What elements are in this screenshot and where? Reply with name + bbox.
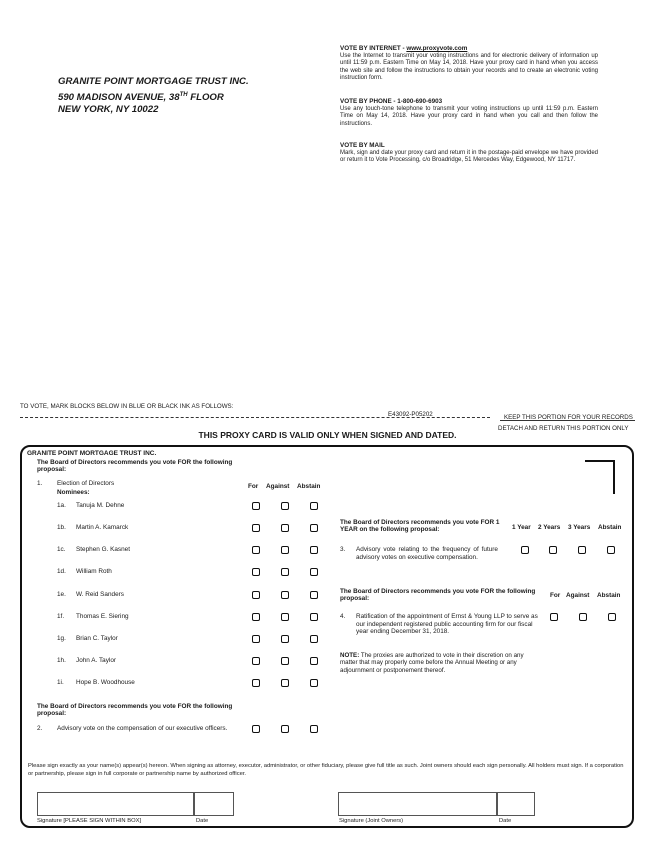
- note-label: NOTE:: [340, 652, 360, 659]
- nominee-name: Hope B. Woodhouse: [76, 679, 135, 686]
- abstain-checkbox[interactable]: [310, 546, 318, 554]
- joint-date-label: Date: [499, 818, 512, 824]
- date-box[interactable]: [194, 792, 234, 816]
- vote-phone-body: Use any touch-tone telephone to transmit your voting instructions up until 11:59 p.m. Eastern Time on May 14, 2018. Have your proxy card in hand when you call and then follow the instructions.: [340, 105, 598, 127]
- nominee-num: 1d.: [57, 568, 66, 575]
- nominees-label: Nominees:: [57, 489, 90, 496]
- nominee-name: Brian C. Taylor: [76, 635, 118, 642]
- col-for-p4: For: [550, 592, 561, 599]
- col-against: Against: [266, 483, 290, 490]
- signature-label: Signature [PLEASE SIGN WITHIN BOX]: [37, 818, 142, 824]
- against-checkbox[interactable]: [281, 591, 289, 599]
- keep-portion-label: KEEP THIS PORTION FOR YOUR RECORDS: [504, 414, 633, 421]
- for-checkbox[interactable]: [252, 591, 260, 599]
- p3-abstain-checkbox[interactable]: [607, 546, 615, 554]
- against-checkbox[interactable]: [281, 613, 289, 621]
- for-checkbox[interactable]: [252, 679, 260, 687]
- vote-internet-title-text: VOTE BY INTERNET -: [340, 45, 407, 52]
- p2-for-checkbox[interactable]: [252, 725, 260, 733]
- for-checkbox[interactable]: [252, 657, 260, 665]
- abstain-checkbox[interactable]: [310, 524, 318, 532]
- sign-instructions: Please sign exactly as your name(s) appear(s) hereon. When signing as attorney, executor, administrator, or other fiduciary, please give full title as such. Joint owners should each sign personally. All holders must sign. If a corporation or partnership, please sign in full corporate or partnership name by authorized officer.: [28, 763, 624, 777]
- vote-phone-title: VOTE BY PHONE - 1-800-690-6903: [340, 98, 443, 105]
- nominee-num: 1e.: [57, 591, 66, 598]
- vote-mail-section: [340, 142, 598, 165]
- board-rec-2: The Board of Directors recommends you vote FOR the following proposal:: [37, 703, 233, 718]
- proposal4-text: Ratification of the appointment of Ernst & Young LLP to serve as our independent registered public accounting firm for our fiscal year ending December 31, 2018.: [356, 613, 538, 636]
- nominee-name: Stephen G. Kasnet: [76, 546, 131, 553]
- against-checkbox[interactable]: [281, 524, 289, 532]
- against-checkbox[interactable]: [281, 546, 289, 554]
- against-checkbox[interactable]: [281, 657, 289, 665]
- address-street: [58, 89, 249, 105]
- nominee-num: 1i.: [57, 679, 64, 686]
- detach-dashed-line: [20, 417, 490, 418]
- col-abstain-freq: Abstain: [598, 524, 622, 531]
- vote-mail-body: Mark, sign and date your proxy card and return it in the postage-paid envelope we have provided or return it to Vote Processing, c/o Broadridge, 51 Mercedes Way, Edgewood, NY 11717.: [340, 149, 598, 164]
- board-rec-4: The Board of Directors recommends you vote FOR the following proposal:: [340, 588, 536, 603]
- vote-internet-title: [340, 45, 598, 53]
- p4-against-checkbox[interactable]: [579, 613, 587, 621]
- for-checkbox[interactable]: [252, 502, 260, 510]
- col-abstain: Abstain: [297, 483, 321, 490]
- proposal3-num: 3.: [340, 546, 346, 553]
- p4-abstain-checkbox[interactable]: [608, 613, 616, 621]
- col-against-p4: Against: [566, 592, 590, 599]
- against-checkbox[interactable]: [281, 679, 289, 687]
- col-for: For: [248, 483, 259, 490]
- col-3years: 3 Years: [568, 524, 591, 531]
- date-label: Date: [196, 818, 209, 824]
- control-number: E43092-P05202: [388, 411, 433, 418]
- col-2years: 2 Years: [538, 524, 561, 531]
- nominee-num: 1h.: [57, 657, 66, 664]
- nominee-name: Martin A. Kamarck: [76, 524, 129, 531]
- p2-against-checkbox[interactable]: [281, 725, 289, 733]
- vote-mail-title: VOTE BY MAIL: [340, 142, 385, 149]
- proposal2-text: Advisory vote on the compensation of our executive officers.: [57, 725, 228, 732]
- nominee-num: 1a.: [57, 502, 66, 509]
- against-checkbox[interactable]: [281, 568, 289, 576]
- for-checkbox[interactable]: [252, 635, 260, 643]
- nominee-name: W. Reid Sanders: [76, 591, 124, 598]
- joint-signature-label: Signature (Joint Owners): [339, 818, 404, 824]
- nominee-num: 1g.: [57, 635, 66, 642]
- address-floor-suffix: TH: [179, 91, 188, 98]
- detach-portion-label: DETACH AND RETURN THIS PORTION ONLY: [498, 425, 629, 432]
- nominee-num: 1c.: [57, 546, 66, 553]
- nominee-num: 1f.: [57, 613, 65, 620]
- for-checkbox[interactable]: [252, 524, 260, 532]
- joint-date-box[interactable]: [497, 792, 535, 816]
- board-rec-1: The Board of Directors recommends you vote FOR the following proposal:: [37, 459, 233, 474]
- vote-internet-body: Use the Internet to transmit your voting instructions and for electronic delivery of information up until 11:59 p.m. Eastern Time on May 14, 2018. Have your proxy card in hand when you access the web site and follow the instructions to obtain your records and to create an electronic voting instruction form.: [340, 52, 598, 82]
- signature-box[interactable]: [37, 792, 194, 816]
- against-checkbox[interactable]: [281, 635, 289, 643]
- address-company: GRANITE POINT MORTGAGE TRUST INC.: [58, 76, 249, 87]
- col-abstain-p4: Abstain: [597, 592, 621, 599]
- p3-3years-checkbox[interactable]: [578, 546, 586, 554]
- p2-abstain-checkbox[interactable]: [310, 725, 318, 733]
- card-company: GRANITE POINT MORTGAGE TRUST INC.: [27, 450, 157, 457]
- proxyvote-link[interactable]: www.proxyvote.com: [406, 45, 468, 52]
- proposal4-num: 4.: [340, 613, 346, 620]
- abstain-checkbox[interactable]: [310, 657, 318, 665]
- for-checkbox[interactable]: [252, 568, 260, 576]
- vote-internet-section: [340, 45, 598, 83]
- abstain-checkbox[interactable]: [310, 679, 318, 687]
- note: [340, 652, 540, 674]
- company-address: [58, 76, 249, 117]
- nominee-name: Tanuja M. Dehne: [76, 502, 125, 509]
- address-floor: FLOOR: [187, 91, 224, 103]
- p3-2years-checkbox[interactable]: [549, 546, 557, 554]
- abstain-checkbox[interactable]: [310, 613, 318, 621]
- for-checkbox[interactable]: [252, 546, 260, 554]
- abstain-checkbox[interactable]: [310, 568, 318, 576]
- address-city: NEW YORK, NY 10022: [58, 104, 159, 116]
- p3-1year-checkbox[interactable]: [521, 546, 529, 554]
- detach-solid-line: [500, 420, 635, 421]
- proposal1-text: Election of Directors: [57, 480, 115, 487]
- nominee-name: John A. Taylor: [76, 657, 117, 664]
- p4-for-checkbox[interactable]: [550, 613, 558, 621]
- address-street-main: 590 MADISON AVENUE, 38: [58, 91, 180, 103]
- for-checkbox[interactable]: [252, 613, 260, 621]
- proposal3-text: Advisory vote relating to the frequency of future advisory votes on executive compensation.: [356, 546, 498, 561]
- proposal1-num: 1.: [37, 480, 43, 487]
- joint-signature-box[interactable]: [338, 792, 497, 816]
- note-text: The proxies are authorized to vote in their discretion on any matter that may properly come before the Annual Meeting or any adjournment or postponement thereof.: [340, 652, 524, 674]
- nominee-name: William Roth: [76, 568, 112, 575]
- nominee-name: Thomas E. Siering: [76, 613, 129, 620]
- abstain-checkbox[interactable]: [310, 635, 318, 643]
- col-1year: 1 Year: [512, 524, 531, 531]
- corner-mark: [585, 460, 615, 494]
- nominee-num: 1b.: [57, 524, 66, 531]
- board-rec-3: The Board of Directors recommends you vote FOR 1 YEAR on the following proposal:: [340, 519, 500, 534]
- mark-instructions: TO VOTE, MARK BLOCKS BELOW IN BLUE OR BLACK INK AS FOLLOWS:: [20, 403, 234, 410]
- against-checkbox[interactable]: [281, 502, 289, 510]
- valid-notice: THIS PROXY CARD IS VALID ONLY WHEN SIGNED AND DATED.: [198, 430, 457, 440]
- vote-phone-section: [340, 98, 598, 128]
- abstain-checkbox[interactable]: [310, 502, 318, 510]
- abstain-checkbox[interactable]: [310, 591, 318, 599]
- proposal2-num: 2.: [37, 725, 43, 732]
